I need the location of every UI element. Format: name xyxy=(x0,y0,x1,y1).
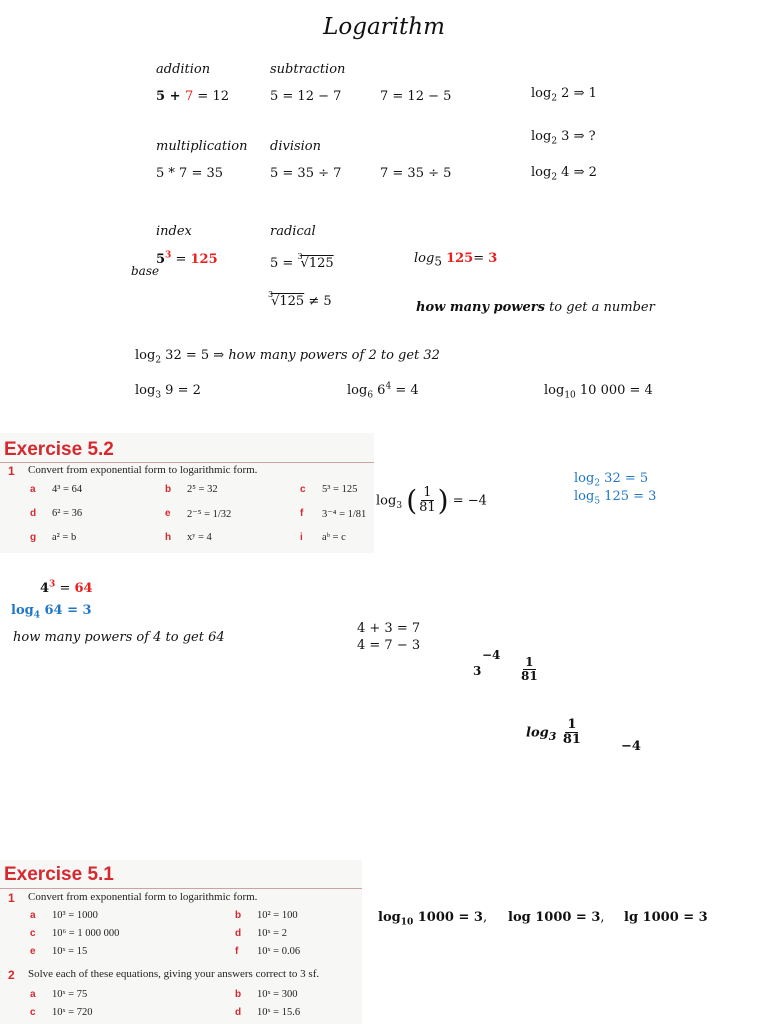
log-2-of-32-explanation: $\log_2 32 = 5$ ⇒ how many powers of 2 to get 32 xyxy=(135,348,440,366)
example-note: how many powers of 4 to get 64 xyxy=(13,630,225,645)
item-expression: 5³ = 125 xyxy=(322,484,358,495)
item-expression: 10ˣ = 0.06 xyxy=(257,946,301,957)
log-6-of-6-pow-4: $\log_6 6^4 = 4$ xyxy=(347,381,419,401)
heading-index: index xyxy=(156,224,192,239)
blue-log-5-of-125: $\log_5 125 = 3$ xyxy=(574,489,657,507)
log-10-of-10000: $\log_{10} 10$ 000 = 4 xyxy=(544,383,653,401)
scratch-exponent: −4 xyxy=(482,648,501,662)
item-letter: c xyxy=(300,484,306,495)
index-equation: $5^3 = 125$ xyxy=(156,250,218,267)
item-expression: a² = b xyxy=(52,532,77,543)
item-letter: a xyxy=(30,484,36,495)
log-10-of-1000: $\log_{10} 1000 = 3$, xyxy=(378,910,488,928)
heading-division: division xyxy=(270,139,322,154)
item-letter: c xyxy=(30,928,36,939)
item-expression: 10² = 100 xyxy=(257,910,298,921)
item-expression: 2⁵ = 32 xyxy=(187,484,218,495)
item-letter: f xyxy=(300,508,304,519)
exercise-5-2-image xyxy=(0,433,374,553)
question-text: Convert from exponential form to logarithmic form. xyxy=(28,464,258,476)
multiplication-equation: 5 * 7 = 35 xyxy=(156,166,224,181)
page-title: Logarithm xyxy=(323,14,445,40)
base-label: base xyxy=(131,264,160,278)
exercise-5-1-image xyxy=(0,860,362,1024)
log-3-of-1-over-81: $\log_3$ ( $\frac{1}{81}$ ) = −4 xyxy=(376,483,487,517)
item-letter: d xyxy=(235,1007,242,1018)
item-letter: b xyxy=(165,484,172,495)
radical-equation: 5 = $^3$√125 xyxy=(270,252,334,271)
item-letter: g xyxy=(30,532,37,543)
heading-subtraction: subtraction xyxy=(270,62,346,77)
question-2-text: Solve each of these equations, giving your answers correct to 3 sf. xyxy=(28,968,320,980)
item-letter: h xyxy=(165,532,172,543)
item-expression: 4³ = 64 xyxy=(52,484,83,495)
division-equation-2: 7 = 35 ÷ 5 xyxy=(380,166,452,181)
log-of-1000: log 1000 = 3, xyxy=(508,910,605,925)
log-2-of-4: $\log_2 4$ ⇒ 2 xyxy=(531,165,597,183)
how-many-powers-note: how many powers to get a number xyxy=(416,300,655,315)
item-expression: 2⁻⁵ = 1/32 xyxy=(187,509,232,520)
log-3-of-9: $\log_3 9 = 2$ xyxy=(135,383,201,401)
item-expression: 10³ = 1000 xyxy=(52,910,98,921)
item-expression: 3⁻⁴ = 1/81 xyxy=(322,509,367,520)
division-equation-1: 5 = 35 ÷ 7 xyxy=(270,166,342,181)
item-letter: c xyxy=(30,1007,36,1018)
item-expression: 10ˣ = 300 xyxy=(257,989,298,1000)
subtraction-equation-2: 7 = 12 − 5 xyxy=(380,89,452,104)
item-letter: f xyxy=(235,946,239,957)
exercise-5-2-heading: Exercise 5.2 xyxy=(4,439,114,460)
item-letter: d xyxy=(30,508,37,519)
item-letter: i xyxy=(300,532,303,543)
log-5-of-125: $\log_5 125= 3$ xyxy=(414,251,498,269)
item-expression: xʸ = 4 xyxy=(187,532,212,543)
scratch-answer: −4 xyxy=(621,739,641,754)
item-expression: 6² = 36 xyxy=(52,508,83,519)
item-letter: a xyxy=(30,910,36,921)
scratch-fraction: $\frac{1}{81}$ xyxy=(521,655,538,684)
addition-equation: 5 + 7 = 12 xyxy=(156,89,229,104)
exercise-divider xyxy=(0,462,374,463)
sum-2: 4 = 7 − 3 xyxy=(357,638,421,653)
item-expression: 10ˣ = 15 xyxy=(52,946,88,957)
question-2-number: 2 xyxy=(8,968,15,982)
item-letter: a xyxy=(30,989,36,1000)
heading-addition: addition xyxy=(156,62,211,77)
question-number: 1 xyxy=(8,464,15,478)
scratch-log: $\log_3$ $\frac{1}{81}$ xyxy=(526,717,581,748)
item-expression: 10⁶ = 1 000 000 xyxy=(52,928,120,939)
log-2-of-2: $\log_2 2$ ⇒ 1 xyxy=(531,86,597,104)
sum-1: 4 + 3 = 7 xyxy=(357,621,421,636)
item-expression: 10ˣ = 720 xyxy=(52,1007,93,1018)
exercise-5-1-heading: Exercise 5.1 xyxy=(4,864,114,885)
question-1-number: 1 xyxy=(8,891,15,905)
item-letter: b xyxy=(235,989,242,1000)
item-expression: 10ˣ = 15.6 xyxy=(257,1007,301,1018)
item-letter: b xyxy=(235,910,242,921)
question-1-text: Convert from exponential form to logarithmic form. xyxy=(28,891,258,903)
scratch-base: 3 xyxy=(473,664,482,678)
heading-radical: radical xyxy=(270,224,316,239)
exercise-divider xyxy=(0,888,362,889)
example-log: $\log_4 64 = 3$ xyxy=(11,603,92,621)
heading-multiplication: multiplication xyxy=(156,139,248,154)
item-letter: d xyxy=(235,928,242,939)
example-power: $4^3 = 64$ xyxy=(40,579,93,596)
item-letter: e xyxy=(30,946,36,957)
item-expression: 10ˣ = 75 xyxy=(52,989,88,1000)
item-letter: e xyxy=(165,508,171,519)
blue-log-2-of-32: $\log_2 32 = 5$ xyxy=(574,471,649,489)
radical-inequality: $^3$√125 ≠ 5 xyxy=(268,290,332,309)
item-expression: 10ˣ = 2 xyxy=(257,928,287,939)
subtraction-equation-1: 5 = 12 − 7 xyxy=(270,89,342,104)
lg-of-1000: lg 1000 = 3 xyxy=(624,910,708,925)
item-expression: aᵇ = c xyxy=(322,532,346,543)
log-2-of-3: $\log_2 3$ ⇒ ? xyxy=(531,129,596,147)
